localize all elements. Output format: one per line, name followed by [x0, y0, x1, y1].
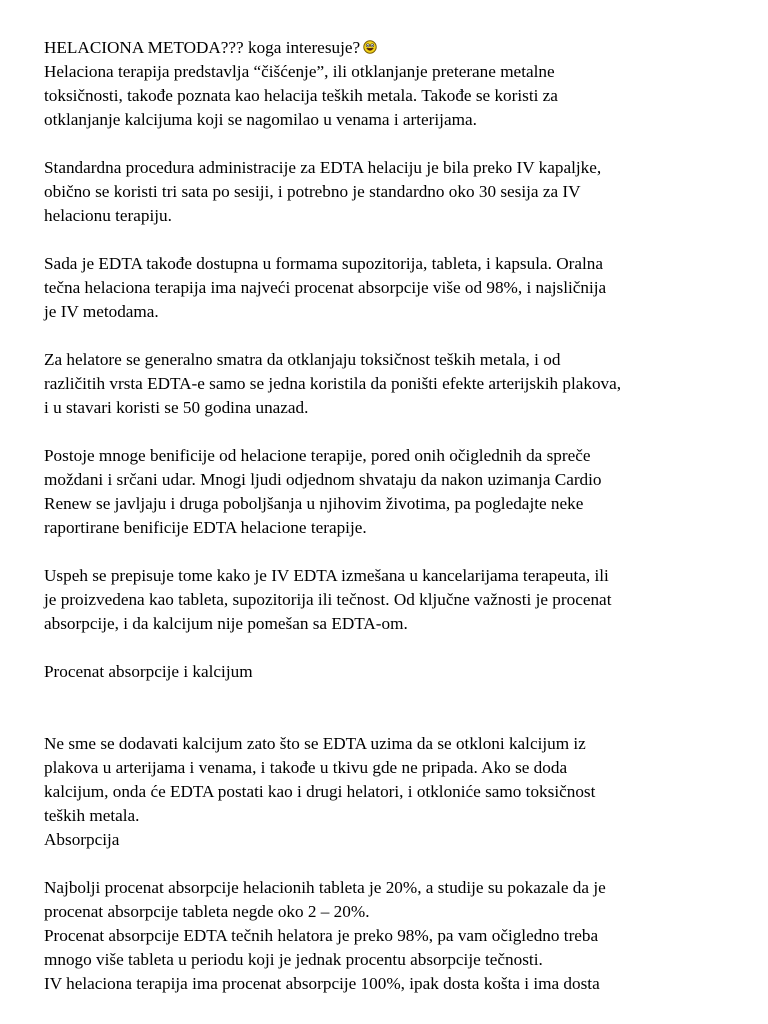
text-line: Renew se javljaju i druga poboljšanja u njihovim životima, pa pogledajte neke [44, 494, 584, 513]
paragraph-gap [44, 852, 734, 876]
text-line: helacionu terapiju. [44, 206, 172, 225]
paragraph-gap [44, 420, 734, 444]
text-line: različitih vrsta EDTA-e samo se jedna koristila da poništi efekte arterijskih plakova, [44, 374, 622, 393]
text-line: i u stavari koristi se 50 godina unazad. [44, 398, 309, 417]
text-line: Sada je EDTA takođe dostupna u formama supozitorija, tableta, i kapsula. Oralna [44, 254, 603, 273]
smiley-icon [363, 40, 377, 54]
text-line: Procenat absorpcije EDTA tečnih helatora je preko 98%, pa vam očigledno treba [44, 926, 599, 945]
paragraph-gap [44, 684, 734, 732]
text-line: Helaciona terapija predstavlja “čišćenje”, ili otklanjanje preterane metalne [44, 62, 555, 81]
paragraph-3 [44, 252, 734, 324]
paragraph-gap [44, 540, 734, 564]
text-line: moždani i srčani udar. Mnogi ljudi odjednom shvataju da nakon uzimanja Cardio [44, 470, 602, 489]
section-heading-absorption-calcium: Procenat absorpcije i kalcijum [44, 662, 253, 681]
text-line: mnogo više tableta u periodu koji je jednak procentu absorpcije tečnosti. [44, 950, 543, 969]
text-line: kalcijum, onda će EDTA postati kao i drugi helatori, i otkloniće samo toksičnost [44, 782, 596, 801]
text-line: IV helaciona terapija ima procenat absorpcije 100%, ipak dosta košta i ima dosta [44, 974, 600, 993]
text-line: toksičnosti, takođe poznata kao helacija teških metala. Takođe se koristi za [44, 86, 558, 105]
text-line: Postoje mnoge benificije od helacione terapije, pored onih očiglednih da spreče [44, 446, 591, 465]
document-body [44, 36, 734, 996]
paragraph-gap [44, 228, 734, 252]
paragraph-7 [44, 732, 734, 828]
text-line: otklanjanje kalcijuma koji se nagomilao u venama i arterijama. [44, 110, 477, 129]
paragraph-gap [44, 636, 734, 660]
text-line: plakova u arterijama i venama, i takođe u tkivu gde ne pripada. Ako se doda [44, 758, 568, 777]
title-text: HELACIONA METODA??? koga interesuje? [44, 38, 361, 57]
text-line: je IV metodama. [44, 302, 159, 321]
paragraph-4 [44, 348, 734, 420]
paragraph-6 [44, 564, 734, 636]
paragraph-1 [44, 60, 734, 132]
text-line: Za helatore se generalno smatra da otklanjaju toksičnost teških metala, i od [44, 350, 561, 369]
text-line: tečna helaciona terapija ima najveći procenat absorpcije više od 98%, i najsličnija [44, 278, 607, 297]
paragraph-gap [44, 324, 734, 348]
paragraph-2 [44, 156, 734, 228]
document-title [44, 36, 734, 60]
text-line: Standardna procedura administracije za EDTA helaciju je bila preko IV kapaljke, [44, 158, 602, 177]
paragraph-gap [44, 132, 734, 156]
text-line: absorpcije, i da kalcijum nije pomešan sa EDTA-om. [44, 614, 408, 633]
text-line: teških metala. [44, 806, 140, 825]
section-heading-absorption: Absorpcija [44, 830, 120, 849]
text-line: Najbolji procenat absorpcije helacionih tableta je 20%, a studije su pokazale da je [44, 878, 606, 897]
text-line: je proizvedena kao tableta, supozitorija ili tečnost. Od ključne važnosti je procenat [44, 590, 612, 609]
text-line: raportirane benificije EDTA helacione terapije. [44, 518, 367, 537]
paragraph-8 [44, 876, 734, 996]
text-line: Uspeh se prepisuje tome kako je IV EDTA izmešana u kancelarijama terapeuta, ili [44, 566, 609, 585]
paragraph-5 [44, 444, 734, 540]
text-line: Ne sme se dodavati kalcijum zato što se EDTA uzima da se otkloni kalcijum iz [44, 734, 586, 753]
text-line: obično se koristi tri sata po sesiji, i potrebno je standardno oko 30 sesija za IV [44, 182, 581, 201]
text-line: procenat absorpcije tableta negde oko 2 – 20%. [44, 902, 370, 921]
